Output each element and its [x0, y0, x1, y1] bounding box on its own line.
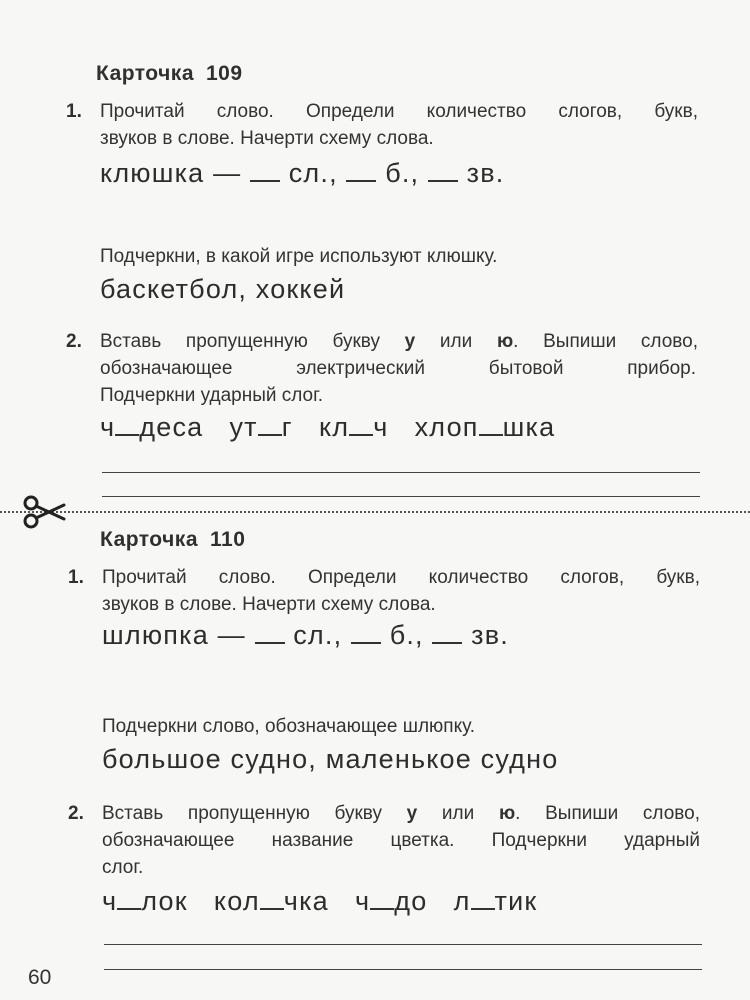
answer-options[interactable]: большое судно, маленькое судно — [102, 744, 559, 774]
word-analysis-row — [102, 620, 509, 651]
word-fragment: л — [453, 886, 471, 916]
page-number: 60 — [28, 966, 52, 989]
letters-blank[interactable] — [351, 620, 381, 644]
letter-yu: ю — [498, 803, 516, 824]
letter-u: у — [404, 331, 416, 352]
writing-line[interactable] — [104, 969, 702, 970]
scissors-icon — [22, 494, 66, 530]
letter-blank[interactable] — [117, 886, 141, 910]
letter-blank[interactable] — [349, 412, 373, 436]
word-fragment: ч — [100, 412, 116, 442]
question-text: Подчеркни, в какой игре используют клюшку. — [100, 246, 498, 267]
cut-line — [0, 511, 750, 513]
word-fragment: чка — [283, 886, 329, 916]
sounds-blank[interactable] — [432, 620, 462, 644]
letter-blank[interactable] — [115, 412, 139, 436]
word-fragment: хлоп — [414, 412, 479, 442]
word-fragment: г — [281, 412, 293, 442]
or-word: или — [439, 331, 473, 352]
task-instruction-line: обозначающее название цветка. Подчеркни ударный — [102, 830, 700, 851]
word: шлюпка — — [102, 620, 246, 650]
word: клюшка — — [100, 158, 242, 188]
word-fragment: кол — [213, 886, 260, 916]
instruction-part: Вставь пропущенную букву — [100, 331, 380, 352]
card-number: 110 — [210, 528, 246, 551]
syllables-blank[interactable] — [255, 620, 285, 644]
card-label: Карточка — [100, 528, 198, 551]
letters-label: б., — [389, 620, 424, 650]
letters-blank[interactable] — [346, 158, 376, 182]
answer-options[interactable]: баскетбол, хоккей — [100, 274, 346, 304]
task-number: 2. — [66, 331, 82, 352]
task-number: 1. — [68, 567, 84, 588]
word-fragment: ч — [355, 886, 371, 916]
task-instruction-line: слог. — [102, 857, 144, 878]
syllables-label: сл., — [288, 158, 338, 188]
letter-blank[interactable] — [471, 886, 495, 910]
task-instruction-line — [100, 328, 698, 355]
word-fragment: ут — [229, 412, 258, 442]
task-number: 2. — [68, 803, 84, 824]
writing-line[interactable] — [104, 944, 702, 945]
task-instruction-line: Прочитай слово. Определи количество слогов, букв, — [102, 567, 700, 588]
syllables-blank[interactable] — [250, 158, 280, 182]
word-fragment: ч — [373, 412, 389, 442]
sounds-blank[interactable] — [428, 158, 458, 182]
word-fragment: до — [394, 886, 428, 916]
task-number: 1. — [66, 101, 82, 122]
question-text: Подчеркни слово, обозначающее шлюпку. — [102, 716, 475, 737]
card-110-title — [100, 528, 245, 552]
letters-label: б., — [385, 158, 420, 188]
word-fragment: шка — [502, 412, 556, 442]
card-109-title — [96, 62, 243, 86]
instruction-part: Вставь пропущенную букву — [102, 803, 382, 824]
letter-u: у — [406, 803, 418, 824]
instruction-part: . Выпиши слово, — [515, 803, 700, 824]
task-instruction-line: Подчеркни ударный слог. — [100, 385, 324, 406]
task-instruction-line: обозначающее электрический бытовой прибор. — [100, 358, 696, 379]
sounds-label: зв. — [466, 158, 505, 188]
card-number: 109 — [206, 62, 243, 85]
word-fragment: кл — [318, 412, 350, 442]
writing-line[interactable] — [102, 472, 700, 473]
word-fragment: деса — [139, 412, 204, 442]
missing-letter-words — [102, 886, 537, 917]
sounds-label: зв. — [471, 620, 509, 650]
syllables-label: сл., — [293, 620, 343, 650]
word-analysis-row — [100, 158, 505, 189]
word-fragment: ч — [102, 886, 118, 916]
missing-letter-words — [100, 412, 555, 443]
task-instruction-line: звуков в слове. Начерти схему слова. — [102, 594, 436, 615]
card-label: Карточка — [96, 62, 194, 85]
word-fragment: лок — [141, 886, 188, 916]
word-fragment: тик — [494, 886, 538, 916]
letter-blank[interactable] — [258, 412, 282, 436]
letter-blank[interactable] — [479, 412, 503, 436]
letter-yu: ю — [496, 331, 514, 352]
or-word: или — [441, 803, 475, 824]
task-instruction-line: Прочитай слово. Определи количество слогов, букв, — [100, 101, 698, 122]
task-instruction-line — [102, 800, 700, 827]
instruction-part: . Выпиши слово, — [513, 331, 698, 352]
task-instruction-line: звуков в слове. Начерти схему слова. — [100, 128, 434, 149]
letter-blank[interactable] — [260, 886, 284, 910]
writing-line[interactable] — [102, 496, 700, 497]
letter-blank[interactable] — [370, 886, 394, 910]
